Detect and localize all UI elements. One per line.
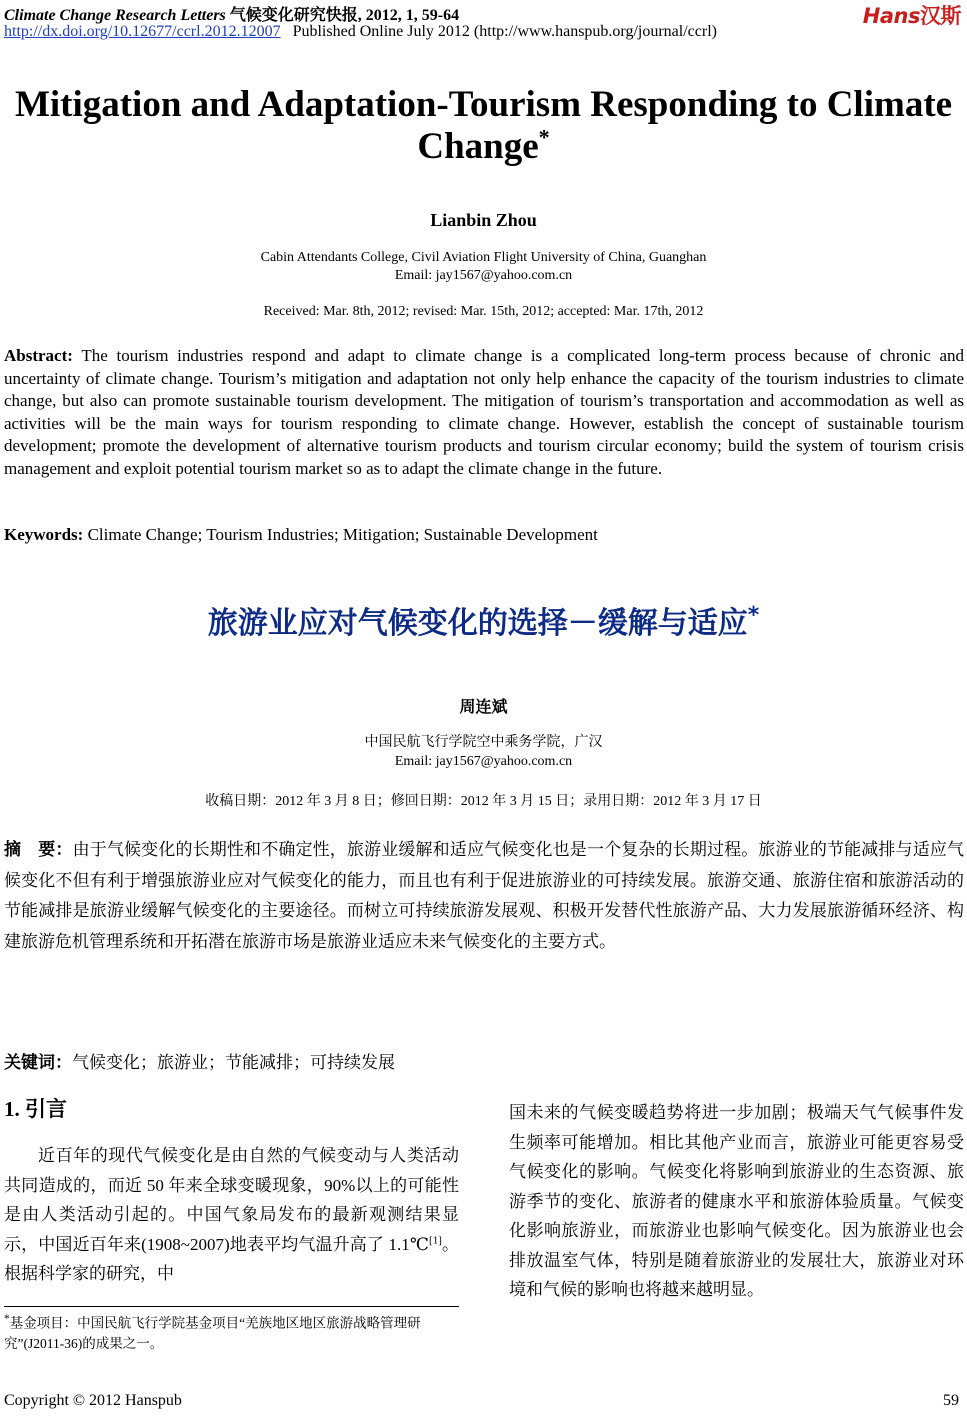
intro-paragraph: [4, 1141, 459, 1289]
doi-line: [4, 23, 717, 41]
section-heading: [4, 1093, 67, 1123]
affiliation-cn: [0, 733, 967, 771]
abstract-cn: [4, 835, 964, 957]
published-online: Published Online July 2012 (http://www.hanspub.org/journal/ccrl): [292, 23, 717, 40]
abstract-cn-text: 由于气候变化的长期性和不确定性，旅游业缓解和适应气候变化也是一个复杂的长期过程。旅游业的节能减排与适应气候变化不但有利于增强旅游业应对气候变化的能力，而且也有利于促进旅游业的可持续发展。旅游交通、旅游住宿和旅游活动的节能减排是旅游业缓解气候变化的主要途径。而树立可持续旅游发展观、积极开发替代性旅游产品、大力发展旅游循环经济、构建旅游危机管理系统和开拓潜在旅游市场是旅游业适应未来气候变化的主要方式。: [4, 840, 965, 951]
copyright: Copyright © 2012 Hanspub: [4, 1392, 182, 1409]
abstract-en-label: Abstract:: [4, 346, 73, 365]
publisher-logo: [863, 0, 961, 30]
footnote-text: 基金项目：中国民航飞行学院基金项目“羌族地区地区旅游战略管理研究”(J2011-36)的成果之一。: [4, 1315, 421, 1351]
affiliation-en: [0, 249, 967, 285]
title-cn-footnote-mark: *: [747, 603, 760, 628]
keywords-en-label: Keywords:: [4, 525, 84, 544]
keywords-cn-text: 气候变化；旅游业；节能减排；可持续发展: [72, 1053, 395, 1072]
author-cn: 周连斌: [459, 699, 508, 716]
footnote: [4, 1309, 459, 1354]
logo-text-cn: 汉斯: [920, 4, 961, 28]
section-number: 1.: [4, 1097, 20, 1121]
body-column-right: 国未来的气候变暖趋势将进一步加剧；极端天气气候事件发生频率可能增加。相比其他产业而言，旅游业可能更容易受气候变化的影响。气候变化将影响到旅游业的生态资源、旅游季节的变化、旅游者的健康水平和旅游体验质量。气候变化影响旅游业，而旅游业也影响气候变化。因为旅游业也会排放温室气体，特别是随着旅游业的发展壮大，旅游业对环境和气候的影响也将越来越明显。: [509, 1103, 964, 1299]
title-cn-text: 旅游业应对气候变化的选择－缓解与适应: [207, 606, 748, 641]
keywords-en-text: Climate Change; Tourism Industries; Mitigation; Sustainable Development: [87, 525, 598, 544]
affiliation-cn-text: 中国民航飞行学院空中乘务学院，广汉: [364, 735, 603, 750]
keywords-cn: [4, 1048, 964, 1073]
running-header: [4, 2, 459, 25]
author-en: Lianbin Zhou: [430, 210, 537, 230]
dates-en: Received: Mar. 8th, 2012; revised: Mar. 15th, 2012; accepted: Mar. 17th, 2012: [263, 304, 704, 319]
citation: , 2012, 1, 59-64: [357, 7, 460, 24]
page-number: 59: [943, 1392, 959, 1409]
footnote-mark: *: [4, 1313, 10, 1325]
title-footnote-mark: *: [538, 124, 550, 150]
paper-title-en: [0, 84, 967, 168]
body-column-left: [4, 1141, 459, 1289]
journal-name-cn: 气候变化研究快报: [229, 7, 358, 24]
footnote-divider: [4, 1306, 459, 1307]
keywords-en: [4, 525, 964, 545]
doi-link[interactable]: http://dx.doi.org/10.12677/ccrl.2012.12007: [4, 23, 281, 40]
email-cn: Email: jay1567@yahoo.com.cn: [394, 754, 573, 769]
journal-name: Climate Change Research Letters: [4, 7, 226, 24]
citation-ref[interactable]: [1]: [429, 1233, 442, 1246]
abstract-en: [4, 345, 964, 481]
affiliation-en-text: Cabin Attendants College, Civil Aviation Flight University of China, Guanghan: [260, 250, 707, 265]
title-en-text: Mitigation and Adaptation-Tourism Responding to Climate Change: [14, 84, 953, 167]
abstract-cn-label: 摘 要：: [4, 840, 73, 860]
abstract-en-text: The tourism industries respond and adapt to climate change is a complicated long-term process because of chronic and uncertainty of climate change. Tourism’s mitigation and adaptation not only help enhance the capacity of the tourism industries to climate change, but also can promote sustainable tourism development. The mitigation of tourism’s transportation and accommodation as well as activities will be the main ways for tourism responding to climate change. However, establish the concept of sustainable tourism development; promote the development of alternative tourism products and tourism circular economy; build the system of tourism crisis management and exploit potential tourism market so as to adapt the climate change in the future.: [4, 346, 964, 478]
section-title: 引言: [25, 1097, 67, 1121]
keywords-cn-label: 关键词：: [4, 1053, 72, 1073]
intro-text: 近百年的现代气候变化是由自然的气候变动与人类活动共同造成的，而近 50 年来全球变暖现象，90%以上的可能性是由人类活动引起的。中国气象局发布的最新观测结果显示，中国近百年来(1908~2007)地表平均气温升高了 1.1℃: [4, 1146, 459, 1254]
intro-text-end: 。根据科学家的研究，中: [4, 1234, 460, 1283]
dates-cn: 收稿日期：2012 年 3 月 8 日；修回日期：2012 年 3 月 15 日；录用日期：2012 年 3 月 17 日: [205, 794, 762, 809]
email-en: Email: jay1567@yahoo.com.cn: [394, 268, 573, 283]
logo-text-en: Hans: [862, 4, 920, 28]
paper-title-cn: [0, 598, 967, 642]
